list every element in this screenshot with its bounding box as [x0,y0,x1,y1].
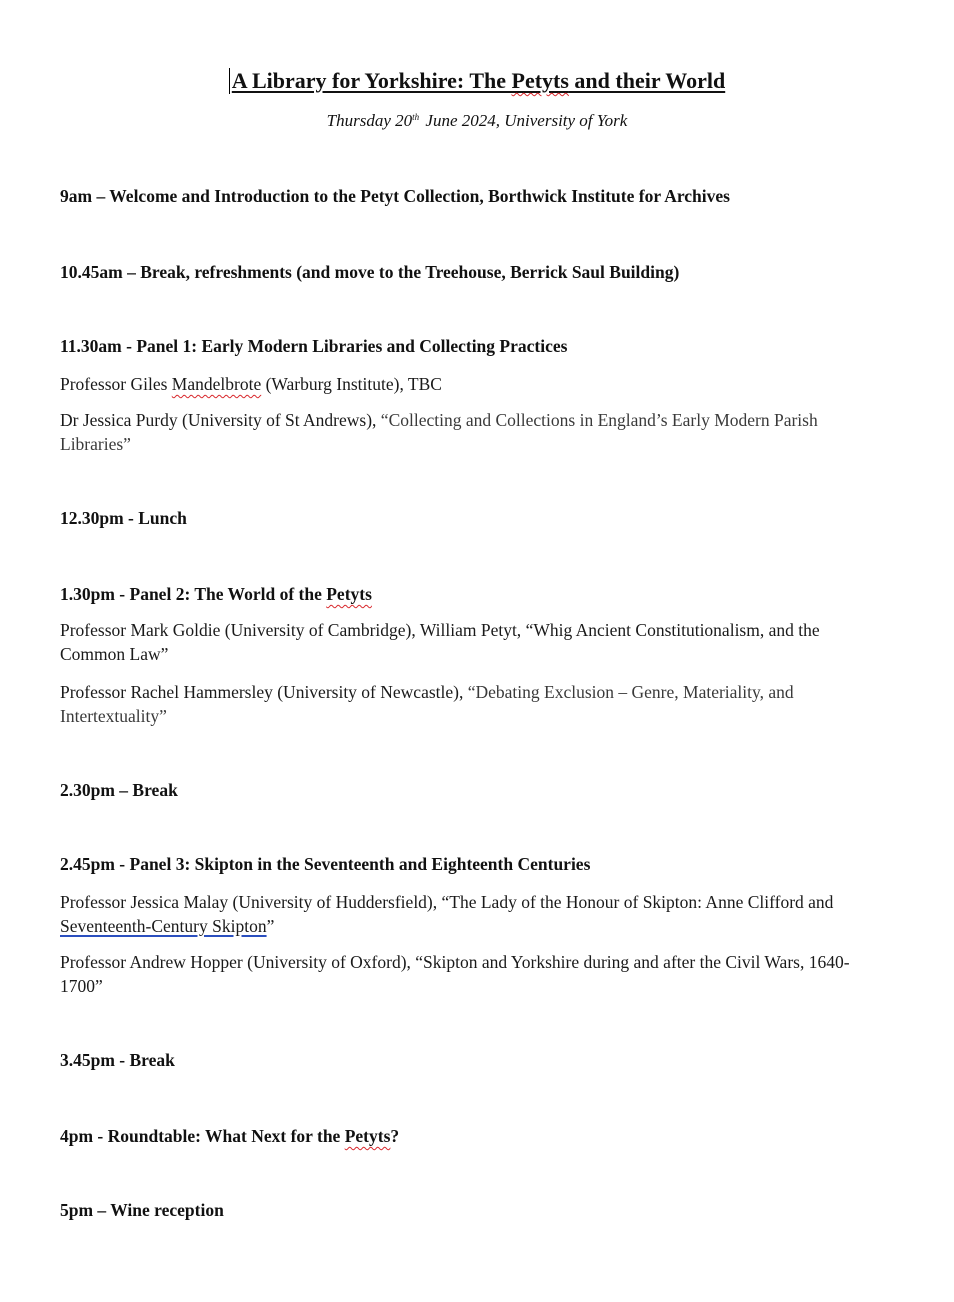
grammar-flagged-phrase: Seventeenth-Century Skipton [60,916,267,936]
title-spellcheck-word: Petyts [511,68,569,93]
event-date-location [327,111,628,130]
panel-1-speaker-1 [60,372,860,396]
talk-title: “Skipton and Yorkshire during and after the Civil Wars, 1640-1700” [60,952,850,996]
subtitle-ordinal: th [412,112,420,122]
panel-1-heading: 11.30am - Panel 1: Early Modern Libraries and Collecting Practices [60,336,568,356]
talk-title: “Debating Exclusion – Genre, Materiality, and Intertextuality” [60,682,794,726]
session-welcome-heading: 9am – Welcome and Introduction to the Petyt Collection, Borthwick Institute for Archives [60,186,730,206]
speaker-name: Professor Mark Goldie (University of Cambridge), William Petyt, [60,620,526,640]
session-break-heading: 2.30pm – Break [60,780,178,800]
heading-spellcheck-word: Petyts [326,584,372,604]
heading-spellcheck-word: Petyts [344,1126,391,1146]
session-break-2-heading: 3.45pm - Break [60,1050,175,1070]
page-title [229,68,725,94]
title-text-1: A Library for Yorkshire: The [231,68,512,93]
panel-3-heading: 2.45pm - Panel 3: Skipton in the Seventeenth and Eighteenth Centuries [60,854,591,874]
subtitle-rest: June 2024, University of York [421,111,628,130]
heading-text: 4pm - Roundtable: What Next for the [60,1126,345,1146]
speaker-spellcheck-word: Mandelbrote [171,374,262,394]
subtitle-container [0,111,954,131]
panel-2-heading [60,582,860,606]
panel-3-speaker-1 [60,890,860,938]
heading-text: 1.30pm - Panel 2: The World of the [60,584,327,604]
wine-reception-heading: 5pm – Wine reception [60,1200,224,1220]
title-container [0,68,954,94]
talk-title: “Collecting and Collections in England’s Early Modern Parish Libraries” [60,410,818,454]
heading-text: ? [390,1126,400,1146]
closing-quote: ” [266,916,275,936]
talk-title: “Whig Ancient Constitutionalism, and the Common Law” [60,620,820,664]
panel-2-speaker-1 [60,618,860,666]
session-break-refreshments-heading: 10.45am – Break, refreshments (and move to the Treehouse, Berrick Saul Building) [60,262,680,282]
talk-title: “The Lady of the Honour of Skipton: Anne Clifford and [441,892,834,912]
speaker-text: (Warburg Institute), TBC [261,374,442,394]
speaker-name: Dr Jessica Purdy (University of St Andrews), [60,410,381,430]
roundtable-heading [60,1124,860,1148]
panel-3-speaker-2 [60,950,860,998]
speaker-name: Professor Andrew Hopper (University of Oxford), [60,952,416,972]
speaker-name: Professor Jessica Malay (University of Huddersfield), [60,892,442,912]
panel-1-speaker-2 [60,408,860,456]
speaker-text: Professor Giles [60,374,172,394]
subtitle-day: Thursday 20 [326,111,413,130]
title-text-2: and their World [568,68,726,93]
session-lunch-heading: 12.30pm - Lunch [60,508,187,528]
panel-2-speaker-2 [60,680,860,728]
speaker-name: Professor Rachel Hammersley (University of Newcastle), [60,682,468,702]
